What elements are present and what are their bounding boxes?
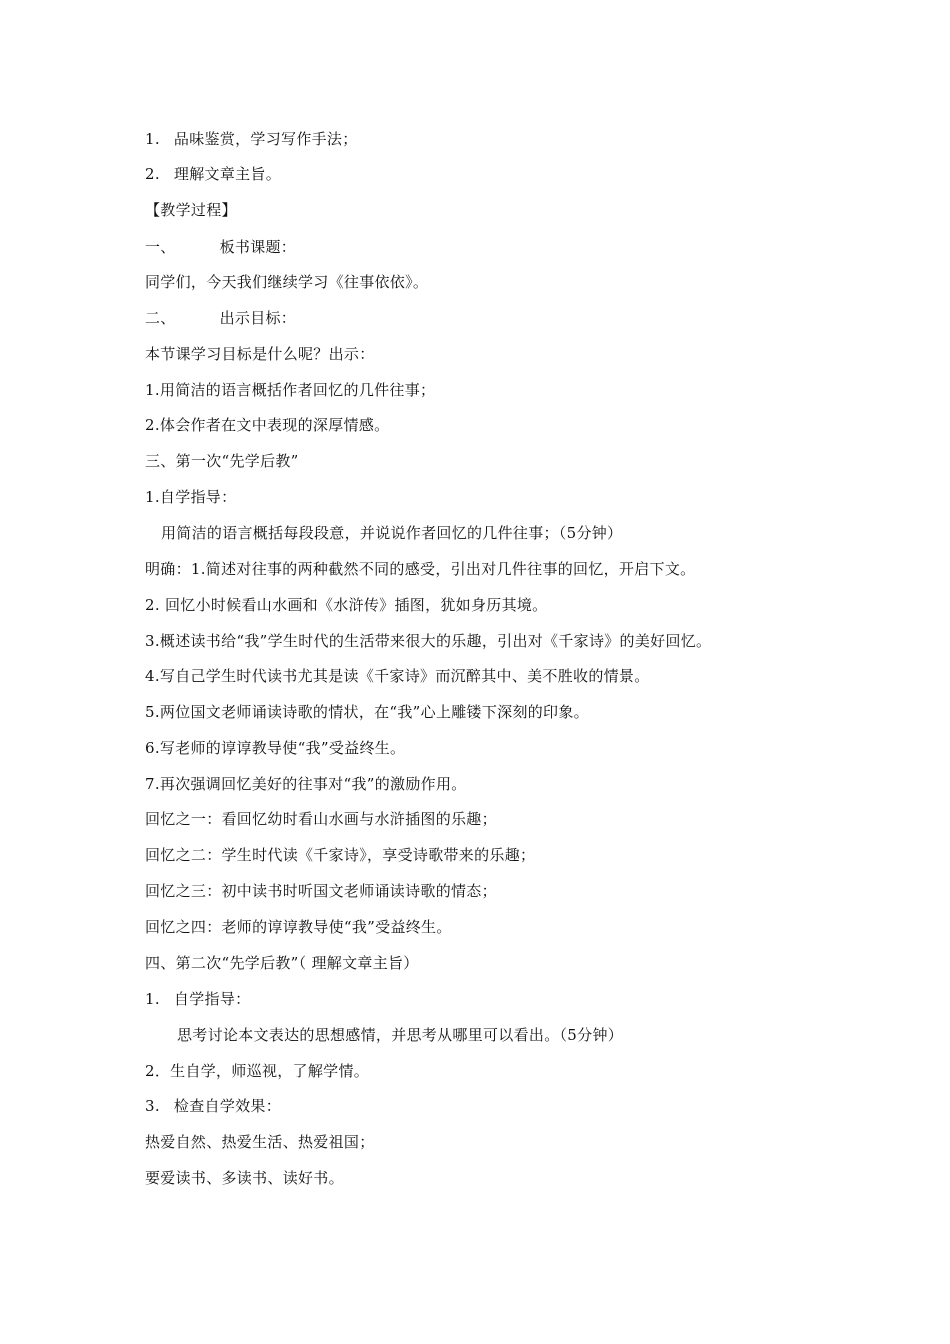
answer-item: 3.概述读书给“我”学生时代的生活带来很大的乐趣，引出对《千家诗》的美好回忆。 <box>145 632 712 650</box>
step-heading-2 <box>145 308 296 328</box>
conclusion-item: 要爱读书、多读书、读好书。 <box>145 1169 344 1187</box>
sub-heading: 2．生自学，师巡视，了解学情。 <box>145 1062 370 1080</box>
answer-item: 明确：1.简述对往事的两种截然不同的感受，引出对几件往事的回忆，开启下文。 <box>145 560 696 578</box>
memory-item: 回忆之四：老师的谆谆教导使“我”受益终生。 <box>145 918 452 936</box>
answer-item: 6.写老师的谆谆教导使“我”受益终生。 <box>145 739 406 757</box>
list-number: 2. <box>145 165 160 183</box>
step-number: 二、 <box>145 309 176 327</box>
sub-heading <box>145 989 250 1009</box>
step-heading-4: 四、第二次“先学后教”（ 理解文章主旨） <box>145 954 419 972</box>
answer-item: 5.两位国文老师诵读诗歌的情状，在“我”心上雕镂下深刻的印象。 <box>145 703 589 721</box>
section-heading-teaching-process: 【教学过程】 <box>145 201 237 219</box>
objective-text: 品味鉴赏，学习写作手法； <box>173 130 358 148</box>
conclusion-item: 热爱自然、热爱生活、热爱祖国； <box>145 1133 375 1151</box>
step-title: 出示目标： <box>219 309 297 327</box>
paragraph: 本节课学习目标是什么呢？出示： <box>145 345 375 363</box>
answer-item: 7.再次强调回忆美好的往事对“我”的激励作用。 <box>145 775 467 793</box>
step-heading-1 <box>145 237 296 257</box>
list-number: 1. <box>145 990 160 1008</box>
objective-text: 理解文章主旨。 <box>173 165 282 183</box>
step-title: 板书课题： <box>219 238 297 256</box>
step-number: 一、 <box>145 238 176 256</box>
memory-item: 回忆之一：看回忆幼时看山水画与水浒插图的乐趣； <box>145 810 497 828</box>
goal-item: 2.体会作者在文中表现的深厚情感。 <box>145 416 390 434</box>
objective-item-2 <box>145 164 281 184</box>
paragraph-indented: 思考讨论本文表达的思想感情，并思考从哪里可以看出。（5分钟） <box>177 1026 624 1044</box>
objective-item-1 <box>145 129 358 149</box>
paragraph: 同学们，今天我们继续学习《往事依依》。 <box>145 273 429 291</box>
list-number: 1. <box>145 130 160 148</box>
memory-item: 回忆之三：初中读书时听国文老师诵读诗歌的情态； <box>145 882 497 900</box>
memory-item: 回忆之二：学生时代读《千家诗》，享受诗歌带来的乐趣； <box>145 846 536 864</box>
sub-heading-text: 自学指导： <box>173 990 251 1008</box>
sub-heading <box>145 1096 281 1116</box>
paragraph-indented: 用简洁的语言概括每段段意，并说说作者回忆的几件往事；（5分钟） <box>161 524 623 542</box>
goal-item: 1.用简洁的语言概括作者回忆的几件往事； <box>145 381 436 399</box>
step-heading-3: 三、第一次“先学后教” <box>145 452 299 470</box>
answer-item: 4.写自己学生时代读书尤其是读《千家诗》而沉醉其中、美不胜收的情景。 <box>145 667 650 685</box>
sub-heading-text: 检查自学效果： <box>173 1097 282 1115</box>
list-number: 3. <box>145 1097 160 1115</box>
sub-heading: 1.自学指导： <box>145 488 237 506</box>
answer-item: 2. 回忆小时候看山水画和《水浒传》插图，犹如身历其境。 <box>145 596 548 614</box>
